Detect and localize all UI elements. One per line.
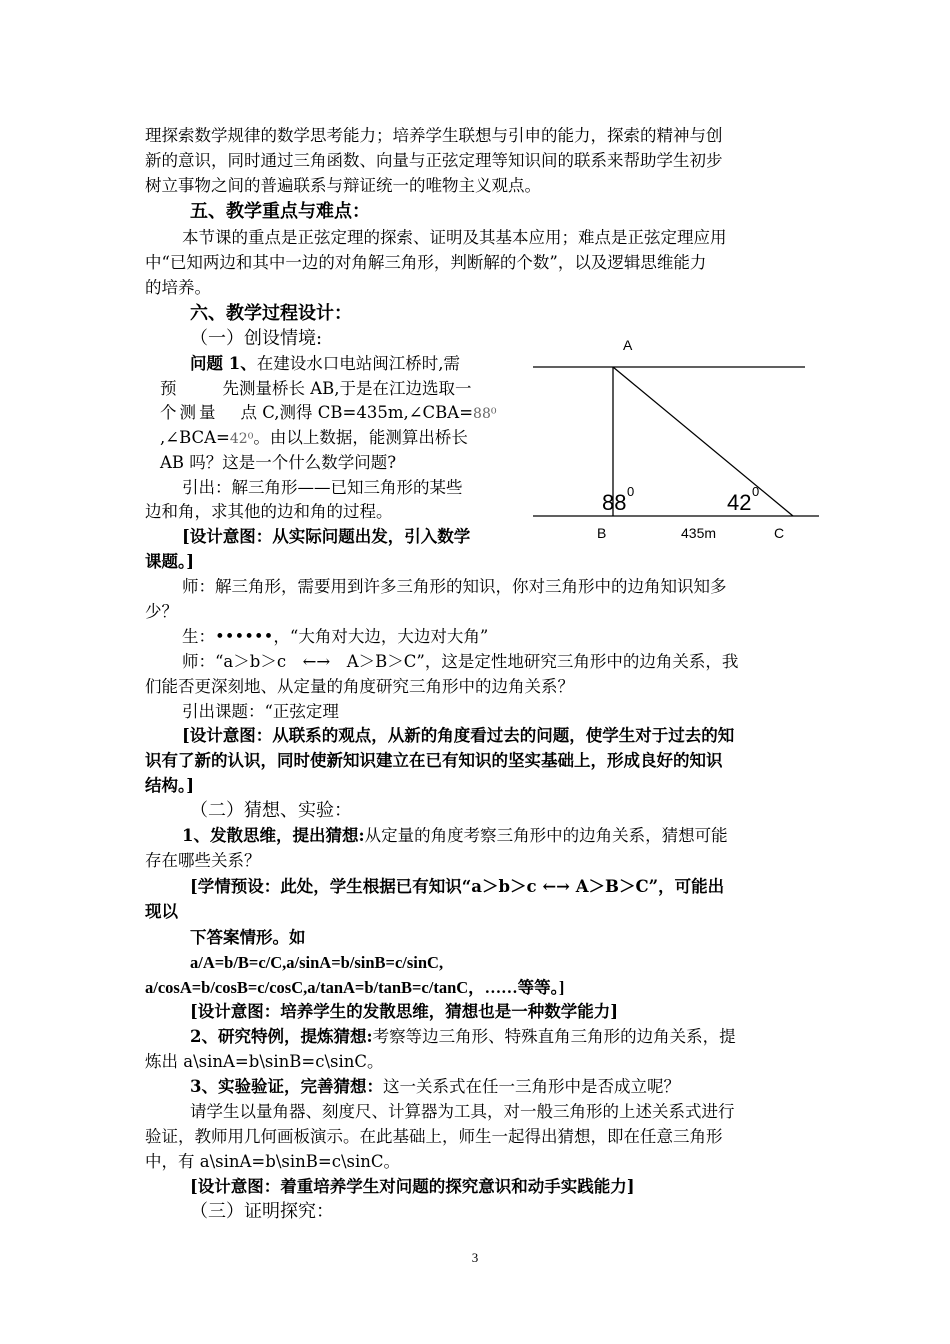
dialog-intent-line-3: 结构。]: [145, 776, 195, 795]
label-c: C: [774, 525, 785, 541]
label-b: B: [597, 525, 607, 541]
problem1-line-1: [190, 352, 460, 376]
dialog-intent-line-2: 识有了新的认识，同时使新知识建立在已有知识的坚实基础上，形成良好的知识: [145, 751, 723, 770]
item2-label: 2、研究特例，提炼猜想:: [190, 1027, 373, 1046]
item3-text: 这一关系式在任一三角形中是否成立呢？: [382, 1077, 680, 1096]
preset-line-1: [学情预设：此处，学生根据已有知识“a＞b＞c ←→ A＞B＞C”，可能出: [190, 877, 725, 896]
intro-line-1: 理探索数学规律的数学思考能力；培养学生联想与引申的能力，探索的精神与创: [145, 126, 723, 145]
guess-intent-1: [设计意图：培养学生的发散思维，猜想也是一种数学能力]: [190, 1002, 619, 1021]
problem1-text-2b: 先测量桥长 AB,于是在江边选取一: [222, 379, 472, 398]
problem1-text-4a: ,∠BCA=: [160, 428, 230, 447]
angle-b-degree: 0: [627, 484, 635, 499]
problem1-line-7: 边和角，求其他的边和角的过程。: [145, 502, 393, 521]
teacher-line-1b: 少？: [145, 602, 178, 621]
angle-c-value: 42: [727, 490, 752, 515]
problem1-text-2a: 预: [160, 379, 177, 398]
teacher-line-1a: 师：解三角形，需要用到许多三角形的知识，你对三角形中的边角知识知多: [182, 577, 727, 596]
problem1-intent-line-2: 课题。]: [145, 552, 195, 571]
teacher-line-2a: 师：“a＞b＞c ←→ A＞B＞C”，这是定性地研究三角形中的边角关系，我: [182, 652, 739, 671]
intro-line-3: 树立事物之间的普遍联系与辩证统一的唯物主义观点。: [145, 176, 541, 195]
item2-line-1: [190, 1025, 736, 1049]
teacher-line-2b: 们能否更深刻地、从定量的角度研究三角形中的边角关系？: [145, 677, 574, 696]
bridge-triangle-figure: [525, 330, 825, 550]
subsection-3-heading: （三）证明探究：: [190, 1201, 334, 1222]
item1-line-1: [182, 824, 728, 848]
problem1-line-5: AB 吗？这是一个什么数学问题?: [160, 453, 397, 472]
problem1-intent-line-1: [设计意图：从实际问题出发，引入数学: [182, 527, 471, 546]
problem1-text-1: 在建设水口电站闽江桥时,需: [256, 354, 460, 373]
formula-line-1: a/A=b/B=c/C,a/sinA=b/sinB=c/sinC,: [190, 953, 444, 972]
label-a: A: [623, 337, 633, 353]
experiment-line-1: 请学生以量角器、刻度尺、计算器为工具，对一般三角形的上述关系式进行: [190, 1102, 735, 1121]
student-line-1: 生：••••••，“大角对大边，大边对大角”: [182, 627, 489, 646]
sec5-line-3: 的培养。: [145, 278, 211, 297]
subsection-2-heading: （二）猜想、实验：: [190, 800, 352, 821]
lead-topic-line: 引出课题：“正弦定理: [182, 702, 339, 721]
formula-line-2: a/cosA=b/cosB=c/cosC,a/tanA=b/tanB=c/tanC，……等等。]: [145, 978, 565, 997]
problem1-angle-bca: 42⁰: [229, 431, 254, 447]
intro-line-2: 新的意识，同时通过三角函数、向量与正弦定理等知识间的联系来帮助学生初步: [145, 151, 723, 170]
problem1-text-3b: 点 C,测得 CB=435m,∠CBA=: [240, 403, 474, 422]
section-6-heading: 六、教学过程设计：: [190, 303, 352, 324]
subsection-1-heading: （一）创设情境:: [190, 328, 323, 349]
problem1-line-3: [160, 401, 496, 426]
sec5-line-1: 本节课的重点是正弦定理的探索、证明及其基本应用；难点是正弦定理应用: [182, 228, 727, 247]
segment-ac: [613, 367, 793, 516]
problem1-text-3a: 个测量: [160, 403, 219, 422]
item2-text: 考察等边三角形、特殊直角三角形的边角关系，提: [372, 1027, 736, 1046]
problem1-line-6: 引出：解三角形——已知三角形的某些: [182, 478, 463, 497]
preset-line-3: 下答案情形。如: [190, 928, 306, 947]
experiment-line-2: 验证，教师用几何画板演示。在此基础上，师生一起得出猜想，即在任意三角形: [145, 1127, 723, 1146]
problem1-angle-cba: 88⁰: [473, 406, 497, 422]
problem1-line-4: [160, 426, 468, 451]
problem1-text-4b: 。由以上数据，能测算出桥长: [253, 428, 468, 447]
item1-line-2: 存在哪些关系？: [145, 851, 261, 870]
page-number: 3: [471, 1250, 479, 1265]
problem1-label: 问题 1、: [190, 354, 257, 373]
item2-line-2: 炼出 a\sinA=b\sinB=c\sinC。: [145, 1052, 384, 1071]
problem1-line-2: [160, 377, 472, 401]
item1-label: 1、发散思维，提出猜想:: [182, 826, 365, 845]
item1-text: 从定量的角度考察三角形中的边角关系，猜想可能: [364, 826, 728, 845]
preset-line-2: 现以: [145, 902, 178, 921]
angle-b-value: 88: [602, 490, 627, 515]
label-side-bc: 435m: [681, 525, 717, 541]
section-5-heading: 五、教学重点与难点：: [190, 201, 370, 222]
sec5-line-2: 中“已知两边和其中一边的对角解三角形，判断解的个数”，以及逻辑思维能力: [145, 253, 707, 272]
experiment-line-3: 中，有 a\sinA=b\sinB=c\sinC。: [145, 1152, 400, 1171]
angle-c-degree: 0: [752, 484, 760, 499]
item3-label: 3、实验验证，完善猜想：: [190, 1077, 383, 1096]
item3-line-1: [190, 1075, 680, 1099]
guess-intent-2: [设计意图：着重培养学生对问题的探究意识和动手实践能力]: [190, 1177, 635, 1196]
dialog-intent-line-1: [设计意图：从联系的观点，从新的角度看过去的问题，使学生对于过去的知: [182, 726, 735, 745]
